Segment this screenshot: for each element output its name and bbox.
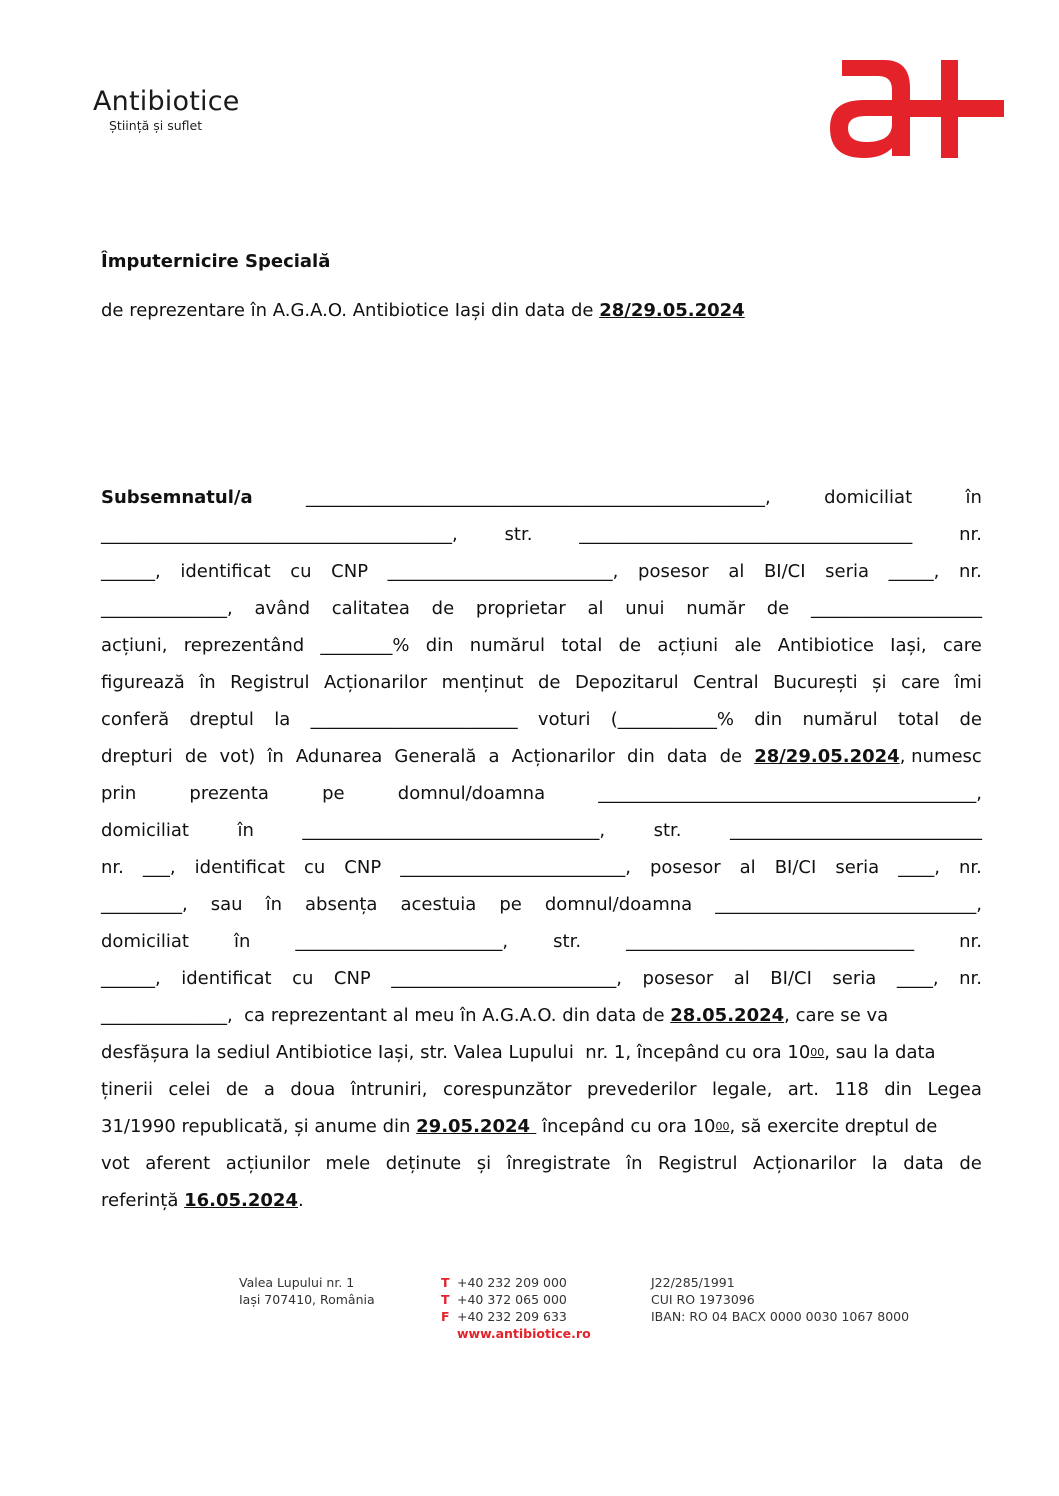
footer-registry — [651, 1274, 909, 1325]
form-word: acțiuni — [657, 635, 719, 656]
form-word: număr — [686, 598, 745, 619]
form-word: numărul — [802, 709, 878, 730]
form-word: la — [274, 709, 291, 730]
form-text: . — [297, 1190, 304, 1211]
form-line — [101, 927, 982, 964]
form-word: _____________________________, — [715, 894, 982, 915]
form-word: în — [965, 487, 982, 508]
form-line — [101, 1186, 982, 1223]
form-word: Adunarea — [295, 746, 383, 767]
form-word: care — [900, 672, 940, 693]
form-word: a — [263, 1079, 275, 1100]
form-word: aferent — [145, 1153, 211, 1174]
form-word: la — [871, 1153, 888, 1174]
form-word: _____, — [888, 561, 940, 582]
form-word: BI/CI — [770, 968, 812, 989]
form-word: (___________% — [610, 709, 734, 730]
form-word: ________% — [320, 635, 410, 656]
form-word: vot — [101, 1153, 130, 1174]
form-word: sau — [210, 894, 243, 915]
form-word: _________, — [101, 894, 188, 915]
form-text: începând cu ora 10 — [536, 1116, 716, 1137]
form-word: în — [267, 746, 284, 767]
form-word: str. — [653, 820, 682, 841]
phone-label: T — [441, 1275, 450, 1290]
form-word: domiciliat — [101, 820, 189, 841]
form-line — [101, 631, 982, 668]
form-word: prin — [101, 783, 137, 804]
form-word: Central — [693, 672, 759, 693]
form-word: __________________________________________, — [598, 783, 982, 804]
form-word: Acționarilor — [511, 746, 615, 767]
form-word: data — [666, 746, 708, 767]
registry-line: IBAN: RO 04 BACX 0000 0030 1067 8000 — [651, 1309, 910, 1324]
form-word: cu — [303, 857, 326, 878]
form-word: CNP — [331, 561, 369, 582]
form-word: voturi — [537, 709, 591, 730]
form-word: _________________________________, — [302, 820, 606, 841]
form-word: _______________________ — [310, 709, 518, 730]
form-word: ______, — [101, 561, 161, 582]
form-word: de — [719, 746, 743, 767]
form-line — [101, 705, 982, 742]
form-word: ale — [734, 635, 762, 656]
form-word: acestuia — [400, 894, 477, 915]
form-word: _________________________, — [400, 857, 631, 878]
form-word: vot) — [219, 746, 256, 767]
form-word: al — [733, 968, 750, 989]
form-word: Acționarilor — [323, 672, 428, 693]
form-word: prevederilor — [586, 1079, 697, 1100]
form-word: al — [728, 561, 745, 582]
form-word: de — [538, 672, 561, 693]
form-word: pe — [322, 783, 345, 804]
form-word: ____________________________ — [729, 820, 982, 841]
form-line — [101, 1001, 982, 1038]
form-word: total — [561, 635, 603, 656]
form-word: ______________, — [101, 598, 233, 619]
form-word: în — [265, 894, 283, 915]
form-word: str. — [553, 931, 582, 952]
fax-number: +40 232 209 633 — [457, 1309, 567, 1324]
form-word: total — [897, 709, 940, 730]
form-line — [101, 964, 982, 1001]
form-word: absența — [305, 894, 378, 915]
form-word: a — [488, 746, 500, 767]
form-word: dreptul — [189, 709, 254, 730]
form-word: cu — [290, 561, 312, 582]
document-title: Împuternicire Specială — [101, 251, 331, 272]
form-word: _____________________________________ — [579, 524, 913, 545]
form-word: întruniri, — [350, 1079, 428, 1100]
form-date: 29.05.2024 — [416, 1116, 537, 1137]
form-word: nr. — [959, 561, 982, 582]
form-line — [101, 557, 982, 594]
form-word: în — [199, 672, 216, 693]
form-word: str. — [504, 524, 533, 545]
form-word: BI/CI — [763, 561, 806, 582]
form-word: reprezentând — [183, 635, 305, 656]
form-word: din — [754, 709, 783, 730]
form-line — [101, 890, 982, 927]
form-word: Depozitarul — [574, 672, 679, 693]
time-superscript: 00 — [715, 1120, 730, 1133]
form-word: acțiunilor — [225, 1153, 310, 1174]
form-text: desfășura la sediul Antibiotice Iași, str. Valea Lupului nr. 1, începând cu ora 10 — [101, 1042, 811, 1063]
phone-line — [441, 1274, 591, 1291]
form-word: având — [254, 598, 311, 619]
proxy-form-body — [101, 483, 982, 1223]
form-word: drepturi — [101, 746, 173, 767]
form-word: ___________________ — [810, 598, 982, 619]
brand-tagline: Știință și suflet — [109, 118, 203, 133]
form-word: ______, — [101, 968, 161, 989]
form-word: în — [626, 1153, 643, 1174]
form-word: BI/CI — [774, 857, 817, 878]
form-word: corespunzător — [442, 1079, 572, 1100]
form-word: îmi — [954, 672, 982, 693]
form-word: domiciliat — [101, 931, 189, 952]
form-word: ___, — [142, 857, 176, 878]
form-word: de — [959, 1153, 982, 1174]
form-word: al — [739, 857, 756, 878]
company-brand — [93, 86, 240, 134]
form-word: nr. — [101, 857, 124, 878]
meeting-date-inline — [754, 742, 982, 779]
form-word: _______________________________________, — [101, 524, 458, 545]
form-line — [101, 816, 982, 853]
form-word: seria — [825, 561, 870, 582]
form-word: _________________________, — [391, 968, 623, 989]
form-word: identificat — [194, 857, 285, 878]
time-superscript: 00 — [810, 1046, 825, 1059]
fax-line — [441, 1308, 591, 1325]
form-word: proprietar — [475, 598, 566, 619]
form-word: seria — [835, 857, 880, 878]
form-line — [101, 1075, 982, 1112]
form-line — [101, 1038, 982, 1075]
form-word: care — [942, 635, 982, 656]
form-word: București — [773, 672, 858, 693]
form-word: înregistrate — [506, 1153, 611, 1174]
form-word: _________________________, — [387, 561, 619, 582]
form-line — [101, 594, 982, 631]
form-word: calitatea — [331, 598, 410, 619]
footer-address — [239, 1274, 375, 1308]
form-word: domnul/doamna — [544, 894, 693, 915]
footer-contacts — [441, 1274, 591, 1342]
registry-line: CUI RO 1973096 — [651, 1292, 755, 1307]
form-word: CNP — [333, 968, 371, 989]
website-link[interactable]: www.antibiotice.ro — [457, 1326, 591, 1341]
form-text: ______________, ca reprezentant al meu în A.G.A.O. din data de — [101, 1005, 671, 1026]
form-text: , sau la data — [824, 1042, 936, 1063]
form-date: 28.05.2024 — [670, 1005, 785, 1026]
form-word: posesor — [649, 857, 721, 878]
form-word: nr. — [959, 931, 982, 952]
form-word: data — [903, 1153, 944, 1174]
form-word: , numesc — [899, 746, 982, 767]
form-word: _______________________, — [295, 931, 509, 952]
form-line — [101, 1112, 982, 1149]
form-line — [101, 668, 982, 705]
form-word: Acționarilor — [752, 1153, 857, 1174]
form-word: Registrul — [658, 1153, 738, 1174]
form-word: și — [476, 1153, 492, 1174]
form-text: referință — [101, 1190, 185, 1211]
form-word: mele — [325, 1153, 371, 1174]
phone-line — [441, 1291, 591, 1308]
form-word: de — [184, 746, 208, 767]
form-word: Registrul — [230, 672, 310, 693]
form-word: cu — [292, 968, 314, 989]
form-word: figurează — [101, 672, 185, 693]
form-word: celei — [168, 1079, 211, 1100]
a-plus-logo — [826, 56, 1004, 162]
form-word: prezenta — [189, 783, 269, 804]
form-word: Iași, — [890, 635, 927, 656]
form-word: identificat — [180, 561, 271, 582]
phone-number: +40 232 209 000 — [457, 1275, 567, 1290]
form-word: ____, — [898, 857, 940, 878]
form-word: de — [959, 709, 982, 730]
address-line: Iași 707410, România — [239, 1292, 375, 1307]
form-word: de — [766, 598, 790, 619]
form-word: ____, — [896, 968, 939, 989]
address-line: Valea Lupului nr. 1 — [239, 1275, 355, 1290]
form-word: al — [587, 598, 604, 619]
form-word: ___________________________________________________, — [306, 487, 771, 508]
form-word: nr. — [959, 968, 982, 989]
form-word: conferă — [101, 709, 170, 730]
form-word: ________________________________ — [626, 931, 915, 952]
form-date: 16.05.2024 — [184, 1190, 298, 1211]
form-word: din — [626, 746, 655, 767]
form-word: în — [233, 931, 251, 952]
form-word: Generală — [394, 746, 477, 767]
form-word: CNP — [344, 857, 382, 878]
document-subtitle — [101, 300, 745, 321]
form-word: deținute — [385, 1153, 462, 1174]
form-text: , să exercite dreptul de — [729, 1116, 938, 1137]
meeting-date: 28/29.05.2024 — [599, 300, 745, 321]
form-word: Antibiotice — [777, 635, 874, 656]
form-line — [101, 779, 982, 816]
form-word: domnul/doamna — [397, 783, 546, 804]
form-word: Legea — [927, 1079, 982, 1100]
form-word: art. — [787, 1079, 819, 1100]
form-word: seria — [832, 968, 877, 989]
form-line — [101, 742, 982, 779]
form-word: doua — [290, 1079, 336, 1100]
form-line — [101, 1149, 982, 1186]
form-word: din — [425, 635, 454, 656]
form-word: nr. — [958, 857, 982, 878]
form-word: de — [431, 598, 455, 619]
form-word: identificat — [181, 968, 272, 989]
form-word: din — [884, 1079, 913, 1100]
form-date: 28/29.05.2024 — [754, 746, 900, 767]
form-word: menținut — [441, 672, 524, 693]
phone-label: T — [441, 1292, 450, 1307]
form-word: în — [237, 820, 254, 841]
form-word: de — [225, 1079, 249, 1100]
form-line — [101, 483, 982, 520]
form-word: nr. — [959, 524, 982, 545]
form-word: pe — [499, 894, 522, 915]
form-word: domiciliat — [824, 487, 913, 508]
form-word: ținerii — [101, 1079, 153, 1100]
form-word: acțiuni, — [101, 635, 168, 656]
form-word: posesor — [642, 968, 714, 989]
fax-label: F — [441, 1309, 450, 1324]
website-line — [441, 1325, 591, 1342]
form-word: de — [618, 635, 642, 656]
form-line — [101, 853, 982, 890]
form-word: Subsemnatul/a — [101, 487, 253, 508]
form-word: și — [872, 672, 887, 693]
phone-number: +40 372 065 000 — [457, 1292, 567, 1307]
form-text: 31/1990 republicată, și anume din — [101, 1116, 417, 1137]
form-word: unui — [625, 598, 665, 619]
subtitle-text: de reprezentare în A.G.A.O. Antibiotice Iași din data de — [101, 300, 600, 321]
form-word: 118 — [834, 1079, 869, 1100]
form-line — [101, 520, 982, 557]
brand-name: Antibiotice — [93, 86, 240, 117]
form-word: numărul — [469, 635, 545, 656]
form-word: posesor — [638, 561, 709, 582]
form-text: , care se va — [784, 1005, 889, 1026]
form-word: legale, — [711, 1079, 773, 1100]
registry-line: J22/285/1991 — [651, 1275, 735, 1290]
